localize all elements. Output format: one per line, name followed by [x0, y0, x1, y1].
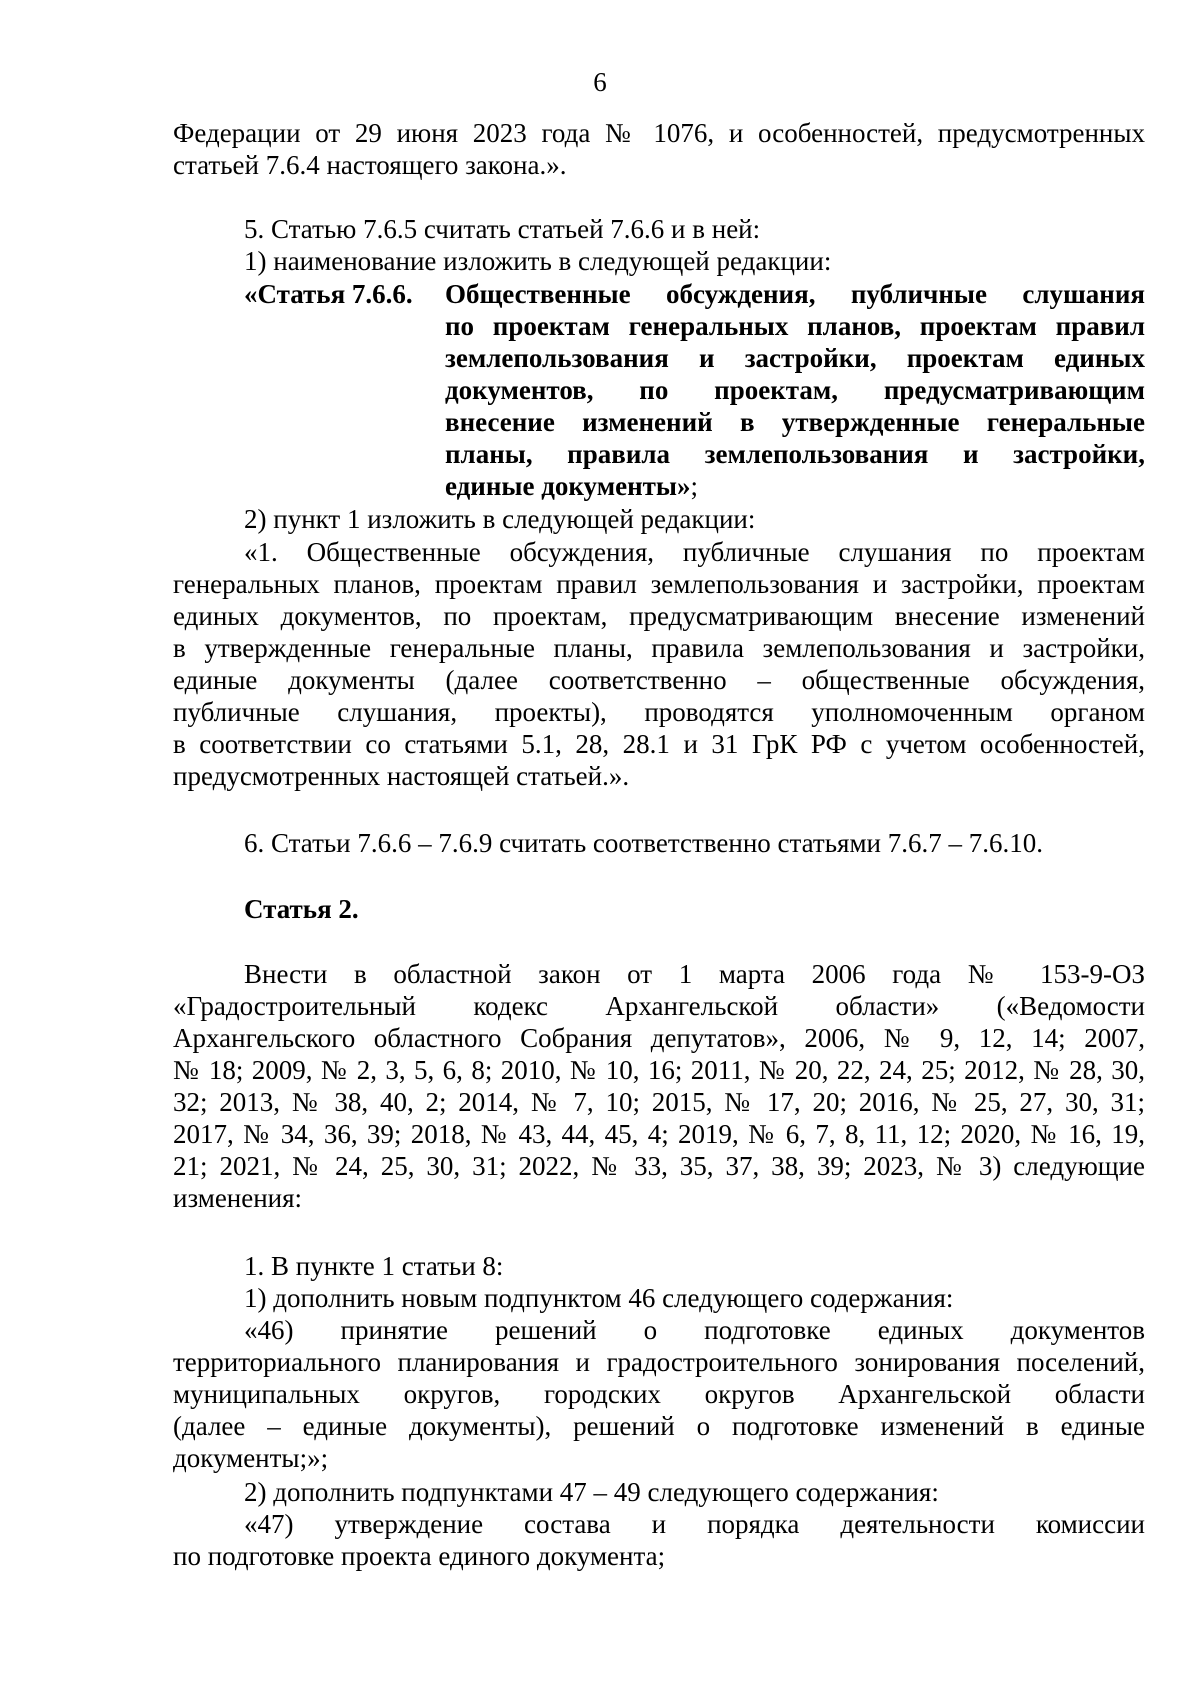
text-line: статьей 7.6.4 настоящего закона.».	[173, 150, 567, 180]
text-line: Федерации от 29 июня 2023 года № 1076, и особенностей, предусмотренных	[173, 118, 1145, 148]
article-heading-line: Общественные обсуждения, публичные слушания	[445, 279, 1145, 309]
heading-last-tail: ;	[690, 471, 698, 501]
subitem-2: 2) дополнить подпунктами 47 – 49 следующего содержания:	[244, 1477, 939, 1507]
article-heading-line: планы, правила землепользования и застройки,	[445, 439, 1145, 469]
text-line: 32; 2013, № 38, 40, 2; 2014, № 7, 10; 2015, № 17, 20; 2016, № 25, 27, 30, 31;	[173, 1087, 1145, 1117]
article-2-title: Статья 2.	[244, 894, 359, 924]
text-line: публичные слушания, проекты), проводятся уполномоченным органом	[173, 697, 1145, 727]
text-line: Архангельского областного Собрания депутатов», 2006, № 9, 12, 14; 2007,	[173, 1023, 1145, 1053]
text-line: «1. Общественные обсуждения, публичные слушания по проектам	[244, 537, 1145, 567]
amendment-item-6: 6. Статьи 7.6.6 – 7.6.9 считать соответственно статьями 7.6.7 – 7.6.10.	[244, 828, 1043, 858]
article-heading-line: землепользования и застройки, проектам единых	[445, 343, 1145, 373]
text-line: «47) утверждение состава и порядка деятельности комиссии	[244, 1509, 1145, 1539]
heading-last-bold: единые документы»	[445, 471, 691, 501]
text-line: Внести в областной закон от 1 марта 2006 года № 153-9-ОЗ	[244, 959, 1145, 989]
text-line: в соответствии со статьями 5.1, 28, 28.1 и 31 ГрК РФ с учетом особенностей,	[173, 729, 1145, 759]
subitem-2: 2) пункт 1 изложить в следующей редакции:	[244, 504, 756, 534]
text-line: в утвержденные генеральные планы, правила землепользования и застройки,	[173, 633, 1145, 663]
subitem-1: 1) наименование изложить в следующей редакции:	[244, 246, 832, 276]
text-line: единые документы (далее соответственно – общественные обсуждения,	[173, 665, 1145, 695]
text-line: 21; 2021, № 24, 25, 30, 31; 2022, № 33, 35, 37, 38, 39; 2023, № 3) следующие	[173, 1151, 1145, 1181]
text-line: 2017, № 34, 36, 39; 2018, № 43, 44, 45, 4; 2019, № 6, 7, 8, 11, 12; 2020, № 16, 19,	[173, 1119, 1145, 1149]
article-heading-label: «Статья 7.6.6.	[244, 279, 413, 309]
text-line: генеральных планов, проектам правил землепользования и застройки, проектам	[173, 569, 1145, 599]
text-line: изменения:	[173, 1183, 303, 1213]
article-heading-line: внесение изменений в утвержденные генеральные	[445, 407, 1145, 437]
page-number: 6	[593, 67, 607, 97]
text-line: документы;»;	[173, 1443, 329, 1473]
text-line: муниципальных округов, городских округов Архангельской области	[173, 1379, 1145, 1409]
text-line: № 18; 2009, № 2, 3, 5, 6, 8; 2010, № 10, 16; 2011, № 20, 22, 24, 25; 2012, № 28, 30,	[173, 1055, 1145, 1085]
amendment-item-5: 5. Статью 7.6.5 считать статьей 7.6.6 и в ней:	[244, 214, 761, 244]
article-heading-line: документов, по проектам, предусматривающим	[445, 375, 1145, 405]
amendment-item-1: 1. В пункте 1 статьи 8:	[244, 1251, 504, 1281]
text-line: предусмотренных настоящей статьей.».	[173, 761, 630, 791]
text-line: территориального планирования и градостроительного зонирования поселений,	[173, 1347, 1145, 1377]
text-line: по подготовке проекта единого документа;	[173, 1541, 666, 1571]
text-line: «Градостроительный кодекс Архангельской области» («Ведомости	[173, 991, 1145, 1021]
article-heading-line: по проектам генеральных планов, проектам правил	[445, 311, 1145, 341]
subitem-1: 1) дополнить новым подпунктом 46 следующего содержания:	[244, 1283, 954, 1313]
text-line: (далее – единые документы), решений о подготовке изменений в единые	[173, 1411, 1145, 1441]
text-line: «46) принятие решений о подготовке единых документов	[244, 1315, 1145, 1345]
text-line: единых документов, по проектам, предусматривающим внесение изменений	[173, 601, 1145, 631]
article-heading-last-line	[445, 470, 1145, 502]
